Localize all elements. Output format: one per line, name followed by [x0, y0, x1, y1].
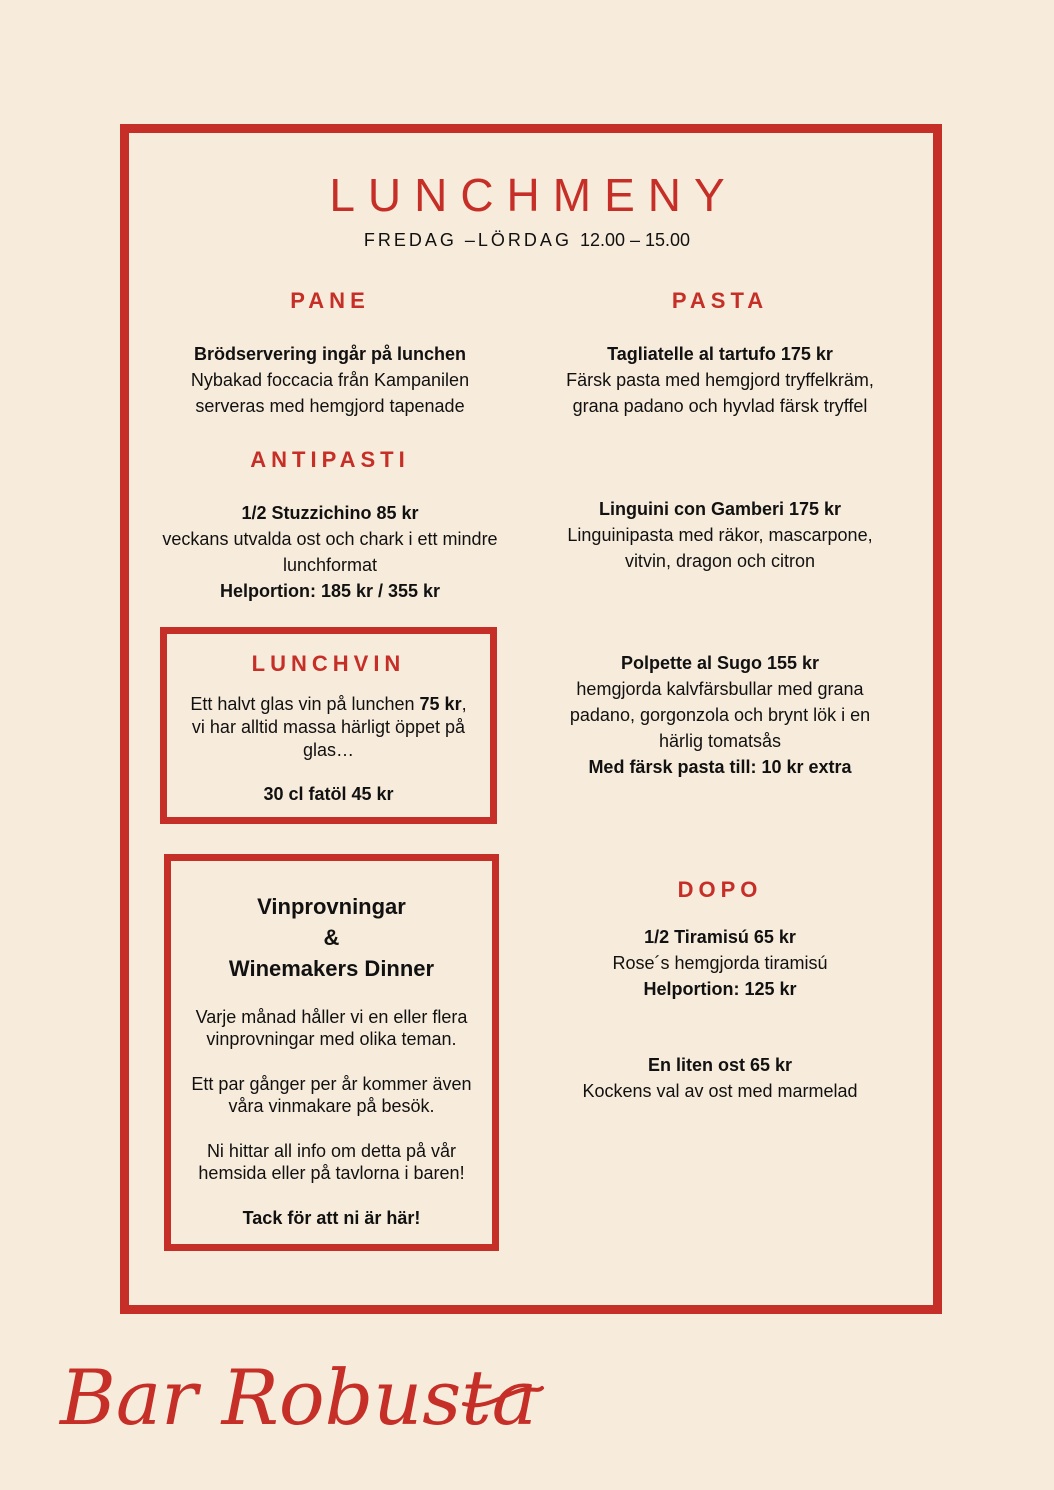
logo-text: Bar Robusta [60, 1353, 538, 1442]
opening-time: 12.00 – 15.00 [579, 230, 691, 250]
logo-svg [56, 1340, 556, 1450]
events-thanks: Tack för att ni är här! [242, 1208, 421, 1228]
bar-robusta-logo [56, 1340, 556, 1455]
section-heading-pane: PANE [290, 288, 370, 313]
events-paragraph [171, 1073, 492, 1117]
events-box [164, 854, 499, 1251]
events-line: våra vinmakare på besök. [228, 1096, 435, 1116]
item-name: Linguini con Gamberi 175 kr [598, 499, 842, 519]
section-heading-dopo: DOPO [677, 877, 763, 902]
item-name: 1/2 Stuzzichino 85 kr [241, 503, 419, 523]
lunchvin-beer: 30 cl fatöl 45 kr [263, 784, 394, 804]
menu-item-ost [520, 1052, 920, 1104]
events-paragraph [171, 1140, 492, 1184]
lunchvin-box [160, 627, 497, 824]
opening-days: FREDAG –LÖRDAG [363, 230, 572, 250]
item-description: vitvin, dragon och citron [624, 551, 816, 571]
lunchvin-text-b: , [461, 694, 467, 714]
item-extra: Helportion: 185 kr / 355 kr [219, 581, 441, 601]
events-line: hemsida eller på tavlorna i baren! [198, 1163, 465, 1183]
section-heading-pasta: PASTA [671, 288, 769, 313]
item-description: veckans utvalda ost och chark i ett mindre [162, 529, 498, 549]
menu-item-stuzzichino [130, 500, 530, 604]
opening-hours [0, 230, 1054, 251]
item-description: Kockens val av ost med marmelad [582, 1081, 858, 1101]
lunchvin-price: 75 kr [419, 694, 462, 714]
events-line: Ni hittar all info om detta på vår [206, 1141, 457, 1161]
lunchvin-line: vi har alltid massa härligt öppet på [191, 717, 466, 737]
item-description: Rose´s hemgjorda tiramisú [612, 953, 828, 973]
item-name: 1/2 Tiramisú 65 kr [644, 927, 796, 947]
menu-title: LUNCHMENY [329, 169, 738, 221]
section-heading-lunchvin: LUNCHVIN [251, 651, 406, 676]
menu-item-tiramisu [520, 924, 920, 1002]
item-extra: Helportion: 125 kr [643, 979, 797, 999]
lunchvin-line [175, 693, 482, 716]
item-name: Brödservering ingår på lunchen [193, 344, 467, 364]
item-description: serveras med hemgjord tapenade [195, 396, 465, 416]
item-description: Nybakad foccacia från Kampanilen [190, 370, 470, 390]
events-paragraph [171, 1006, 492, 1050]
menu-item-tagliatelle [520, 341, 920, 419]
item-name: Polpette al Sugo 155 kr [620, 653, 820, 673]
events-line: Ett par gånger per år kommer även [191, 1074, 472, 1094]
lunchvin-text [167, 693, 490, 806]
events-title-line: & [323, 925, 340, 950]
item-name: En liten ost 65 kr [647, 1055, 793, 1075]
item-extra: Med färsk pasta till: 10 kr extra [588, 757, 852, 777]
lunchvin-line: glas… [302, 740, 355, 760]
lunchvin-text-a: Ett halvt glas vin på lunchen [190, 694, 420, 714]
section-heading-antipasti: ANTIPASTI [250, 447, 410, 472]
events-title-line: Vinprovningar [257, 894, 406, 919]
menu-item-linguini [520, 496, 920, 574]
menu-item-bread [130, 341, 530, 419]
events-line: vinprovningar med olika teman. [206, 1029, 457, 1049]
events-title-line: Winemakers Dinner [228, 956, 435, 981]
item-description: hemgjorda kalvfärsbullar med grana [576, 679, 864, 699]
item-description: härlig tomatsås [658, 731, 782, 751]
events-title [171, 891, 492, 984]
item-description: Linguinipasta med räkor, mascarpone, [567, 525, 873, 545]
item-description: grana padano och hyvlad färsk tryffel [572, 396, 868, 416]
item-description: padano, gorgonzola och brynt lök i en [569, 705, 871, 725]
item-description: lunchformat [282, 555, 378, 575]
item-name: Tagliatelle al tartufo 175 kr [607, 344, 833, 364]
events-line: Varje månad håller vi en eller flera [195, 1007, 468, 1027]
item-description: Färsk pasta med hemgjord tryffelkräm, [566, 370, 874, 390]
menu-item-polpette [520, 650, 920, 780]
